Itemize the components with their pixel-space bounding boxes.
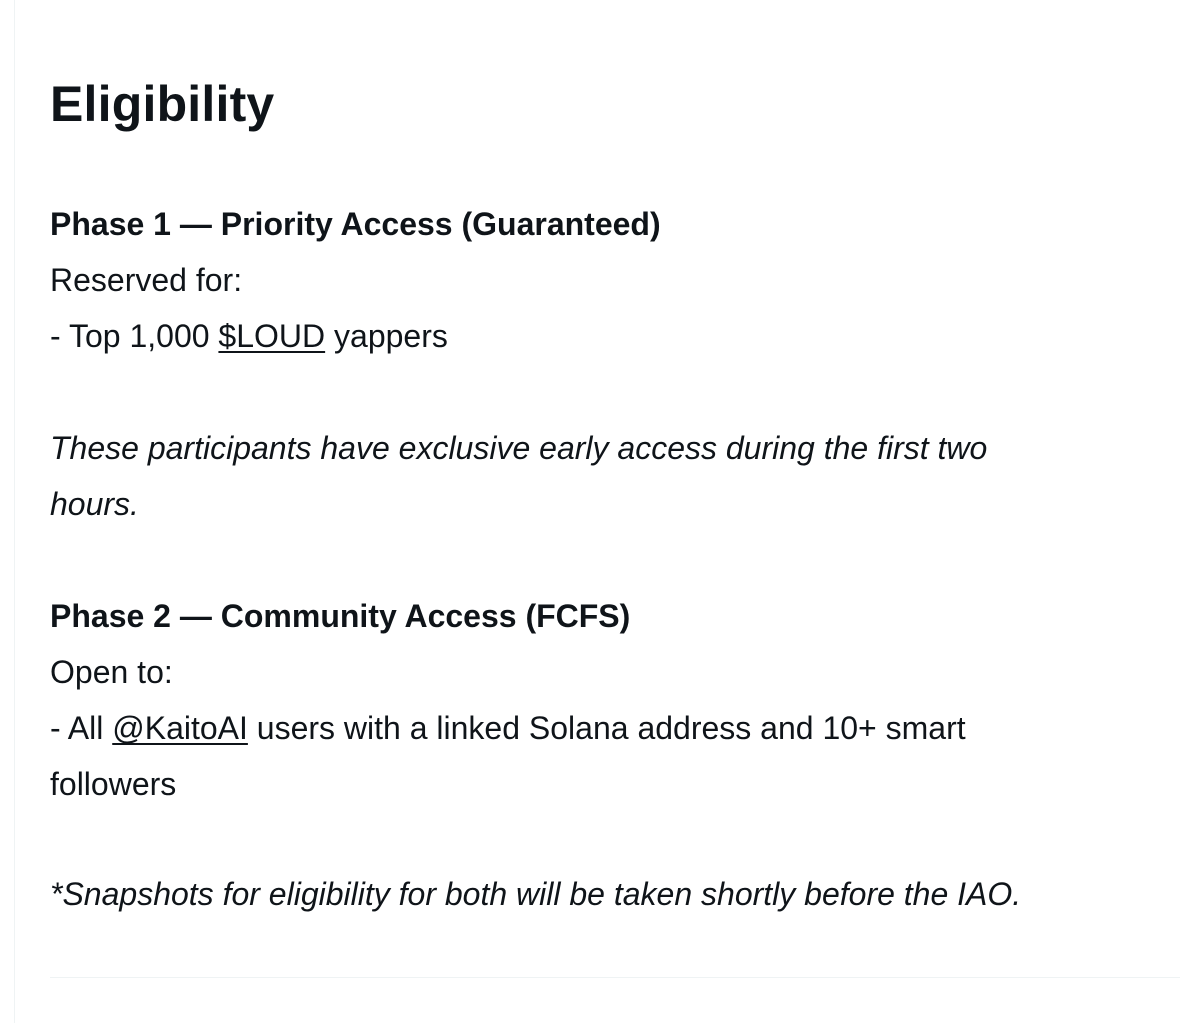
cashtag-link-loud[interactable]: $LOUD <box>218 318 326 354</box>
content-left-border <box>14 0 15 1023</box>
phase1-reserved-label: Reserved for: <box>50 262 243 298</box>
phase2-title: Phase 2 — Community Access (FCFS) <box>50 598 631 634</box>
phase2-list-item-line2: followers <box>50 766 177 802</box>
phase2-item-suffix: users with a linked Solana address and 10+ smart <box>247 710 966 746</box>
phase2-open-label: Open to: <box>50 654 173 690</box>
phase1-title: Phase 1 — Priority Access (Guaranteed) <box>50 206 661 242</box>
phase1-item-suffix: yappers <box>325 318 448 354</box>
section-divider <box>50 977 1180 978</box>
phase2-list-item <box>50 700 966 756</box>
footnote: *Snapshots for eligibility for both will be taken shortly before the IAO. <box>50 876 1022 912</box>
section-heading: Eligibility <box>50 76 275 132</box>
phase1-list-item <box>50 308 448 364</box>
mention-link-kaitoai[interactable]: @KaitoAI <box>112 710 248 746</box>
phase1-item-prefix: - Top 1,000 <box>50 318 219 354</box>
phase1-note-line2: hours. <box>50 486 139 522</box>
phase1-note-line1: These participants have exclusive early access during the first two <box>50 430 988 466</box>
phase2-item-prefix: - All <box>50 710 113 746</box>
